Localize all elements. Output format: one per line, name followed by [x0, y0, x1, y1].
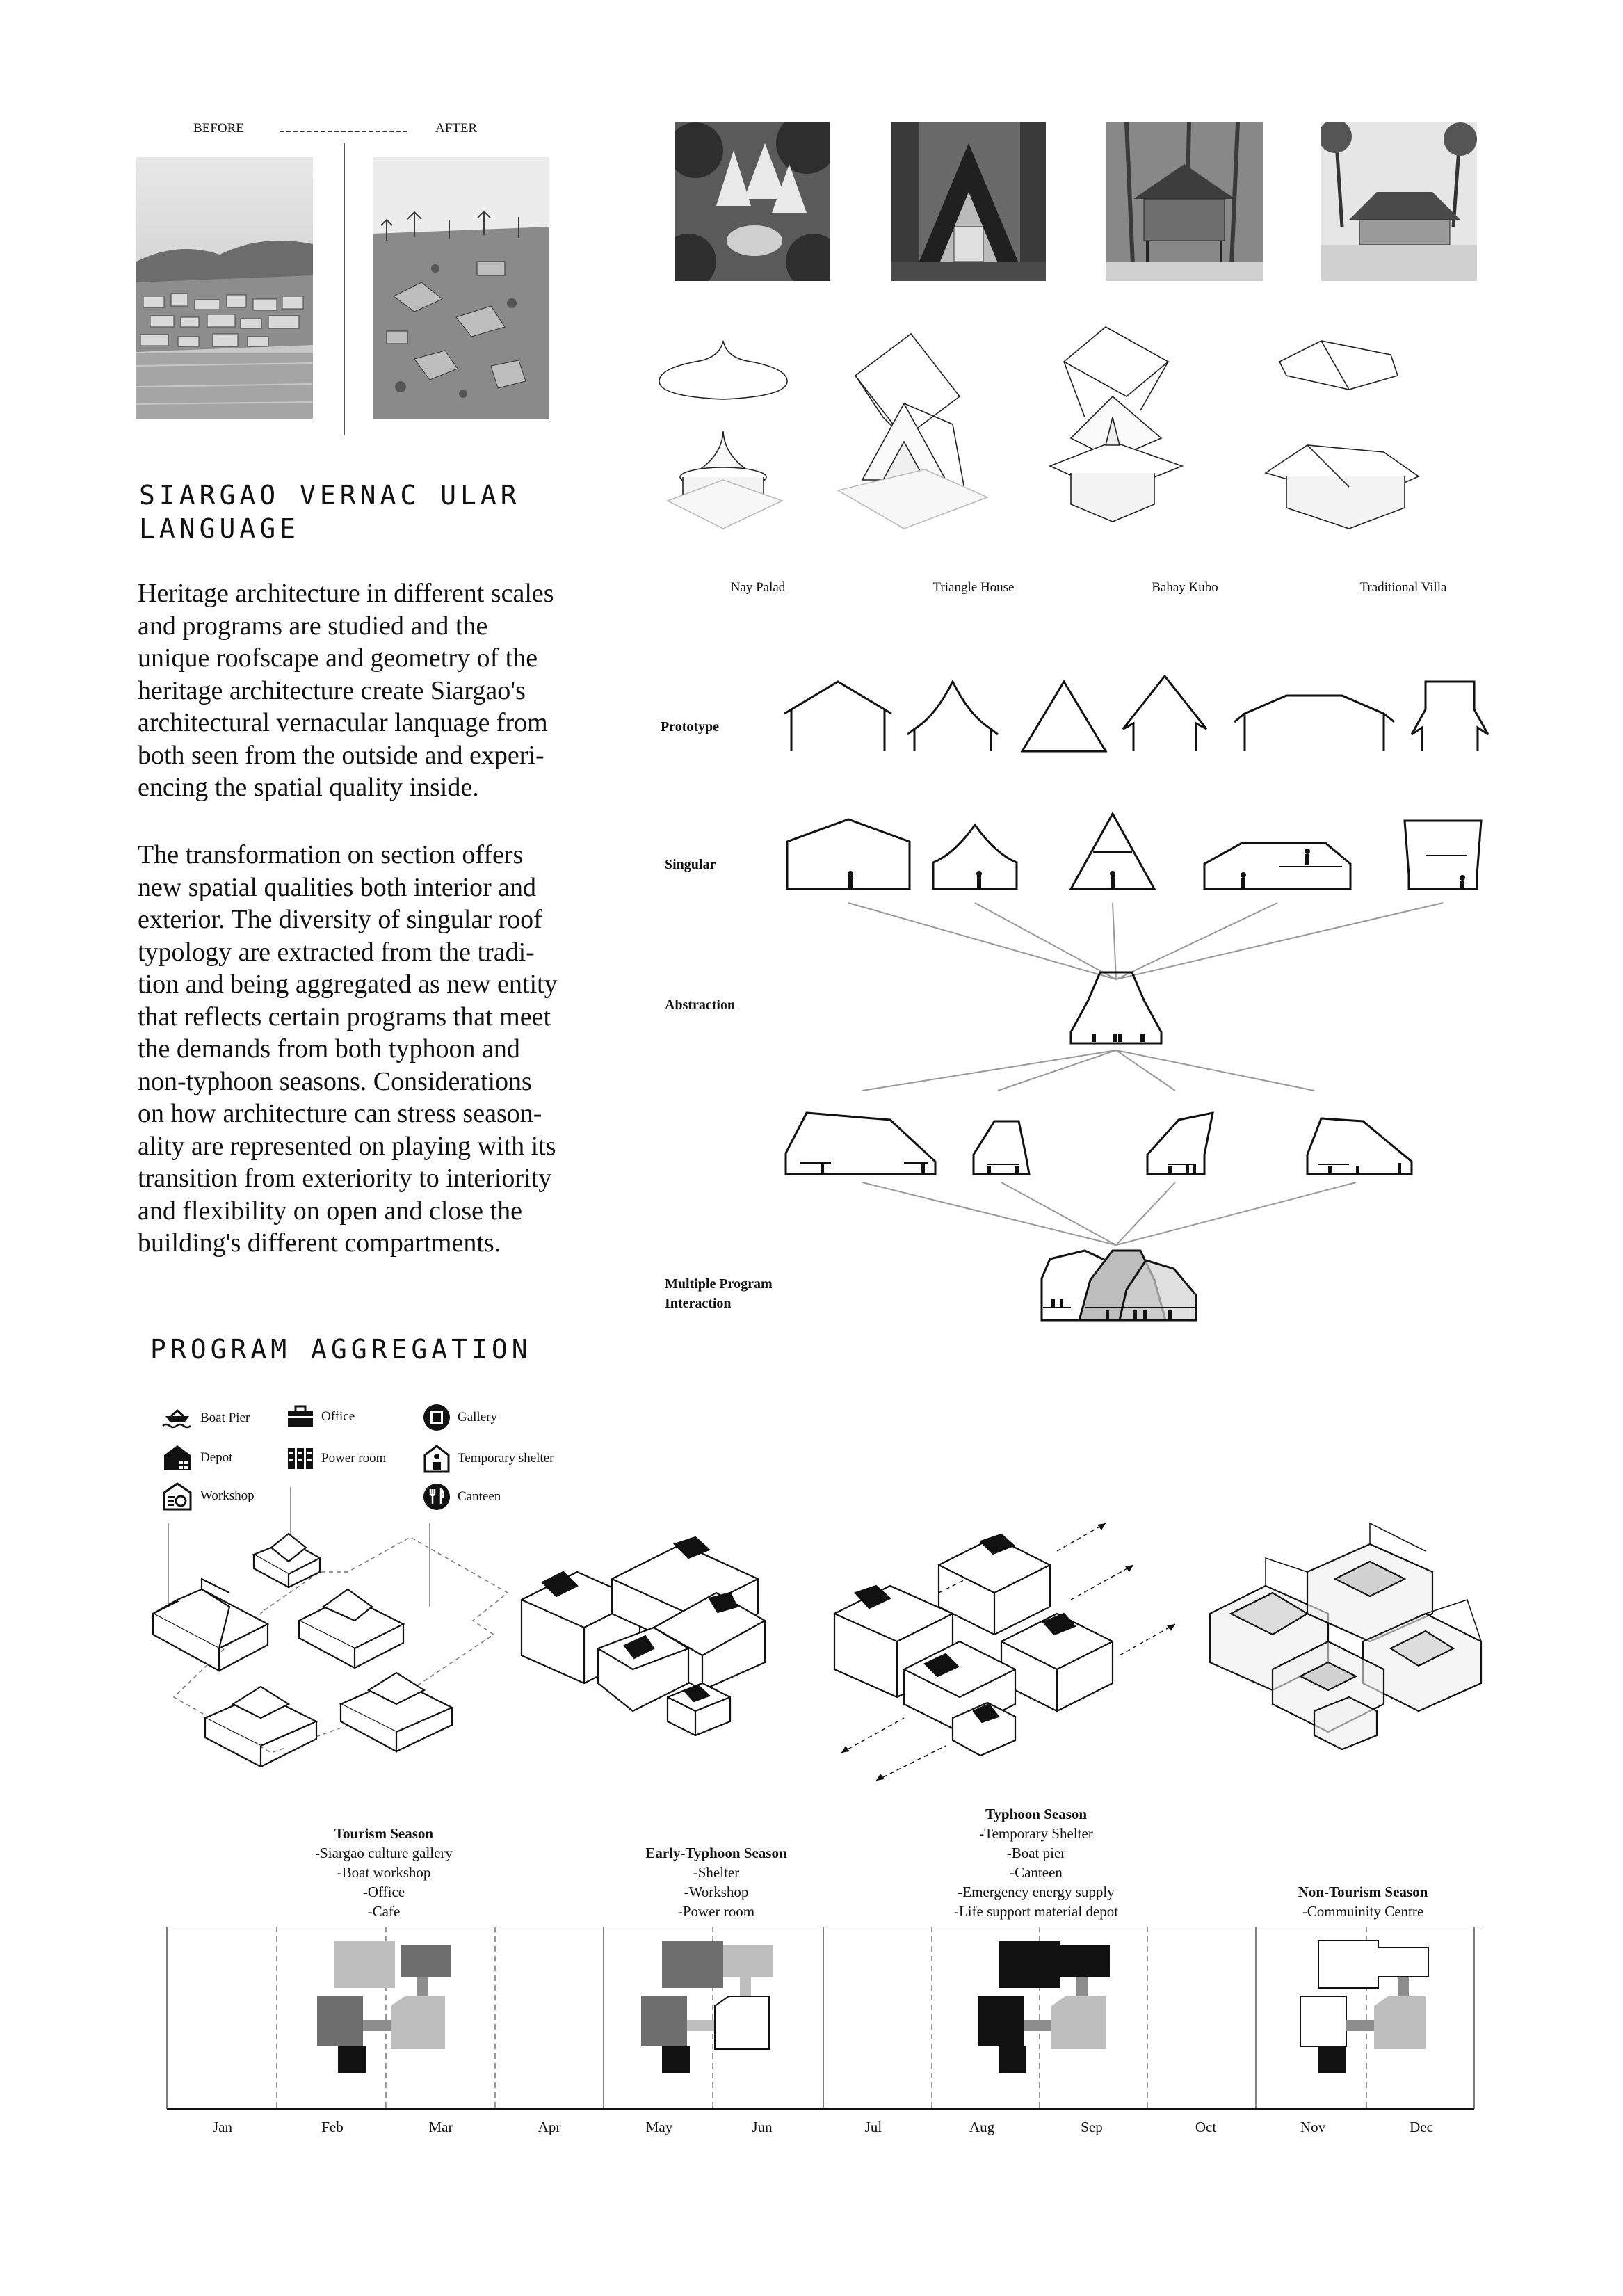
bahay-kubo-photo — [1106, 122, 1263, 281]
legend-boat-pier — [161, 1406, 250, 1430]
nay-palad-photo — [675, 122, 830, 281]
aggregation-axonometrics — [139, 1482, 1516, 1801]
plan-tourism — [317, 1941, 451, 2073]
month-jan: Jan — [213, 2119, 232, 2135]
plan-early-typhoon — [641, 1941, 773, 2073]
season-early-typhoon: Early-Typhoon Season -Shelter -Workshop -Power room — [645, 1845, 787, 1920]
aggregation-step-combined — [1210, 1523, 1481, 1749]
volume-c — [299, 1589, 403, 1668]
month-oct: Oct — [1195, 2119, 1217, 2135]
typology-label-bahay-kubo: Bahay Kubo — [1152, 580, 1218, 595]
legend-label-workshop: Workshop — [200, 1488, 255, 1503]
month-may: May — [645, 2119, 673, 2135]
shelter-icon — [423, 1444, 451, 1473]
program-aggregation-heading: PROGRAM AGGREGATION — [150, 1334, 532, 1365]
power-icon — [286, 1447, 314, 1470]
row-label-singular: Singular — [665, 857, 716, 872]
month-jun: Jun — [752, 2119, 773, 2135]
volume-a — [153, 1579, 268, 1671]
legend-temporary-shelter — [423, 1444, 554, 1473]
legend-label-gallery: Gallery — [458, 1410, 497, 1424]
volume-d — [341, 1673, 452, 1751]
traditional-villa-photo — [1321, 122, 1477, 281]
row-label-multiple-program: Multiple Program Interaction — [665, 1276, 773, 1311]
vernacular-heading: SIARGAO VERNAC ULAR LANGUAGE — [139, 480, 521, 544]
typology-label-traditional-villa: Traditional Villa — [1359, 580, 1447, 595]
legend-office — [286, 1405, 355, 1429]
triangle-house-model — [838, 334, 987, 529]
prototype-row — [784, 676, 1488, 751]
legend-label-power-room: Power room — [321, 1451, 387, 1466]
legend-label-office: Office — [321, 1409, 355, 1424]
row-label-abstraction: Abstraction — [665, 997, 736, 1013]
month-aug: Aug — [969, 2119, 995, 2135]
volume-e — [205, 1687, 316, 1767]
aggregation-step-separated — [153, 1487, 508, 1767]
before-label: BEFORE — [193, 121, 244, 136]
section-diagram — [779, 668, 1516, 1335]
season-timeline — [160, 1927, 1481, 2121]
season-non-tourism: Non-Tourism Season -Commuinity Centre — [1298, 1884, 1428, 1920]
before-after-divider — [344, 143, 345, 435]
vernacular-paragraph-2: The transformation on section offers new spatial qualities both interior and exterior. The diversity of singular roof typology are extracted from the tradi- tion and being aggregated as new entity that reflects certain programs that meet the demands from both typhoon and non-typhoon seasons. Considerations on how architecture can stress season- ality are represented on playing with its transition from exteriority to interiority and flexibility on open and close the building's different compartments. — [138, 840, 558, 1258]
month-apr: Apr — [538, 2119, 561, 2135]
aggregation-step-split — [834, 1523, 1175, 1781]
typology-label-triangle-house: Triangle House — [932, 580, 1015, 595]
month-dec: Dec — [1410, 2119, 1433, 2135]
before-photo — [136, 157, 313, 419]
legend-depot — [161, 1444, 232, 1472]
depot-icon — [161, 1444, 193, 1472]
multiple-program-shape — [1042, 1251, 1196, 1320]
month-jul: Jul — [864, 2119, 882, 2135]
traditional-villa-model — [1266, 341, 1419, 529]
plan-typhoon — [978, 1941, 1110, 2073]
legend-label-depot: Depot — [200, 1450, 233, 1465]
briefcase-icon — [286, 1405, 314, 1429]
month-mar: Mar — [428, 2119, 453, 2135]
abstraction-shape — [1071, 972, 1161, 1043]
variants-row — [786, 1113, 1412, 1174]
after-label: AFTER — [435, 121, 478, 136]
gallery-icon — [423, 1404, 451, 1431]
legend-gallery — [423, 1404, 497, 1431]
legend-label-canteen: Canteen — [458, 1489, 501, 1504]
month-nov: Nov — [1300, 2119, 1326, 2135]
typology-label-nay-palad: Nay Palad — [730, 580, 786, 595]
before-after-connector — [280, 131, 407, 132]
triangle-house-photo — [891, 122, 1046, 281]
vernacular-paragraph-1: Heritage architecture in different scales and programs are studied and the unique roofscape and geometry of the heritage architecture create Siargao's architectural vernacular lanquage from both seen from the outside and experi- encing the spatial quality inside. — [138, 579, 554, 802]
legend-power-room — [286, 1447, 386, 1470]
boat-icon — [161, 1406, 193, 1430]
legend-label-temporary-shelter: Temporary shelter — [458, 1451, 554, 1466]
nay-palad-model — [659, 341, 787, 529]
aggregation-step-aggregated — [522, 1537, 765, 1735]
typology-axonometrics — [654, 320, 1488, 549]
season-typhoon: Typhoon Season -Temporary Shelter -Boat pier -Canteen -Emergency energy supply -Life support material depot — [953, 1806, 1119, 1920]
plan-non-tourism — [1300, 1941, 1428, 2073]
row-label-prototype: Prototype — [661, 719, 720, 734]
singular-row — [787, 814, 1481, 889]
singular-figures — [848, 849, 1465, 888]
month-sep: Sep — [1081, 2119, 1103, 2135]
bahay-kubo-model — [1050, 327, 1182, 522]
legend-label-boat-pier: Boat Pier — [200, 1411, 250, 1425]
season-tourism: Tourism Season -Siargao culture gallery -Boat workshop -Office -Cafe — [315, 1825, 453, 1920]
after-photo — [373, 157, 549, 419]
month-feb: Feb — [321, 2119, 344, 2135]
